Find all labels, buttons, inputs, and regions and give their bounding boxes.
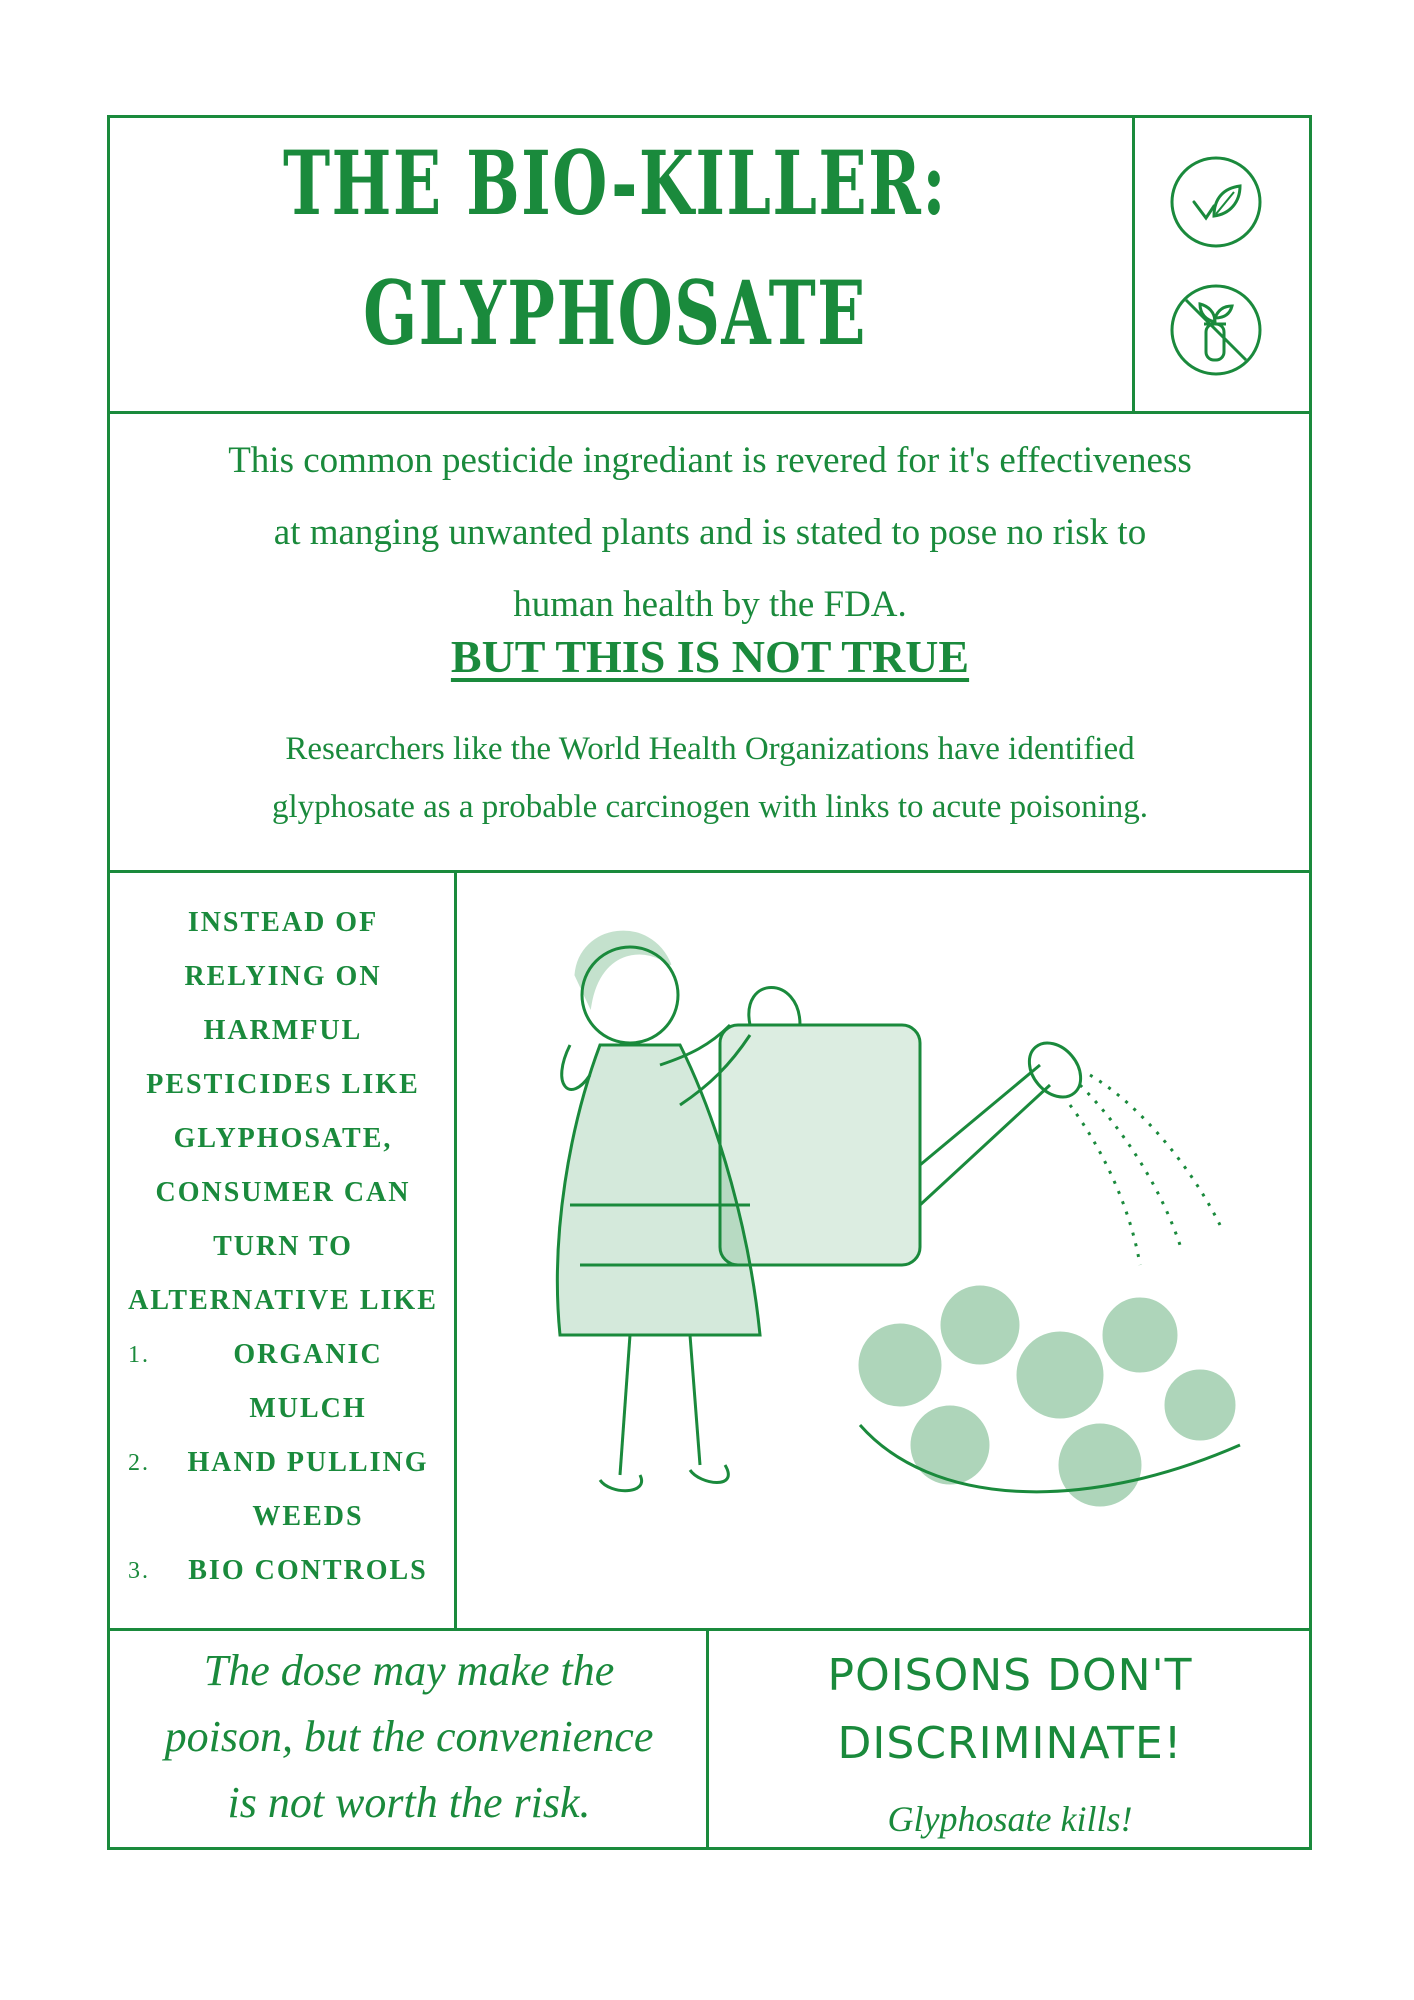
research-line-2: glyphosate as a probable carcinogen with links to acute poisoning. (271, 789, 1149, 825)
research-paragraph (110, 720, 1310, 836)
divider-intro (107, 870, 1312, 873)
alt-line: CONSUMER CAN (155, 1177, 411, 1208)
alt-line: ALTERNATIVE LIKE (128, 1285, 438, 1316)
list-text-line: WEEDS (252, 1501, 364, 1532)
slogan (710, 1642, 1310, 1778)
tagline: Glyphosate kills! (887, 1799, 1133, 1839)
research-line-1: Researchers like the World Health Organizations have identified (285, 731, 1135, 767)
list-item (110, 1544, 456, 1598)
alternatives-list (110, 1328, 456, 1598)
list-item (110, 1436, 456, 1544)
slogan-line-2: DISCRIMINATE! (837, 1718, 1183, 1769)
list-text (160, 1328, 456, 1436)
intro-line-2: at manging unwanted plants and is stated to pose no risk to (273, 512, 1147, 553)
alt-line: TURN TO (213, 1231, 353, 1262)
divider-header (107, 411, 1312, 414)
header-icon-divider (1132, 115, 1135, 413)
divider-footer (107, 1628, 1312, 1631)
girl-watering-flowers-illustration (480, 905, 1280, 1555)
quote-line-3: is not worth the risk. (227, 1778, 591, 1827)
list-text (160, 1436, 456, 1544)
closing-quote (110, 1638, 708, 1836)
intro-line-1: This common pesticide ingrediant is revered for it's effectiveness (228, 440, 1192, 481)
quote-line-2: poison, but the convenience (164, 1712, 654, 1761)
list-text-line: HAND PULLING (187, 1447, 429, 1478)
list-number: 3. (128, 1558, 150, 1584)
alternatives-intro (110, 896, 456, 1328)
slogan-line-1: POISONS DON'T (827, 1650, 1193, 1701)
quote-line-1: The dose may make the (203, 1646, 615, 1695)
list-text-line: MULCH (249, 1393, 367, 1424)
list-number: 2. (128, 1450, 150, 1476)
intro-line-3: human health by the FDA. (513, 584, 907, 625)
intro-paragraph (110, 425, 1310, 641)
list-number: 1. (128, 1342, 150, 1368)
list-item (110, 1328, 456, 1436)
title-line-1: THE BIO-KILLER: (282, 131, 948, 235)
no-chemical-tube-icon (1168, 282, 1264, 378)
title-line-2: GLYPHOSATE (363, 261, 867, 365)
alt-line: GLYPHOSATE, (173, 1123, 393, 1154)
alt-line: RELYING ON (184, 961, 382, 992)
alt-line: INSTEAD OF (187, 907, 379, 938)
headline-not-true: BUT THIS IS NOT TRUE (450, 631, 970, 682)
alt-line: PESTICIDES LIKE (146, 1069, 420, 1100)
page-title (251, 118, 978, 378)
alt-line: HARMFUL (203, 1015, 363, 1046)
list-text: BIO CONTROLS (188, 1555, 428, 1586)
leaf-check-icon (1168, 154, 1264, 250)
list-text-line: ORGANIC (233, 1339, 383, 1370)
